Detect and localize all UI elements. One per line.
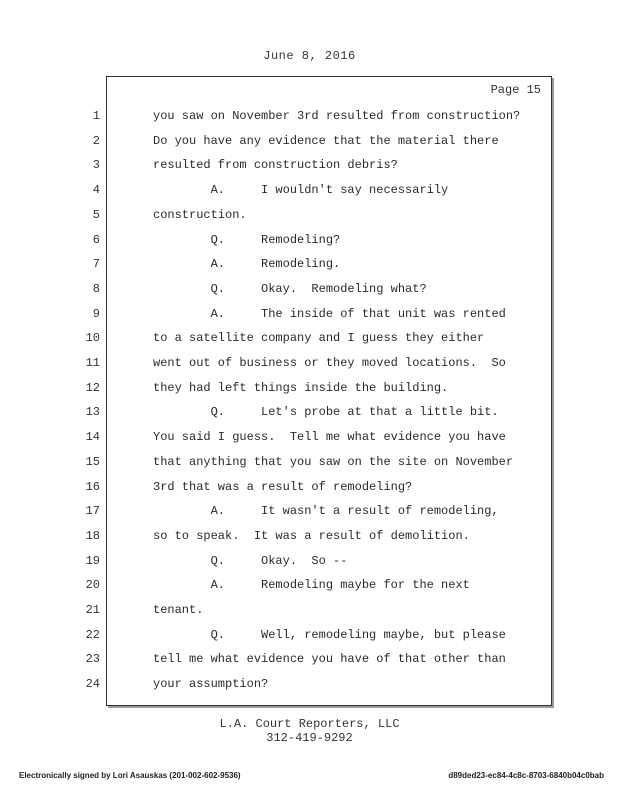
document-hash: d89ded23-ec84-4c8c-8703-6840b04c0bab — [448, 771, 604, 780]
line-text: Q. Okay. So -- — [153, 553, 348, 568]
line-number: 10 — [85, 331, 100, 346]
line-text: You said I guess. Tell me what evidence you have — [153, 430, 506, 445]
line-text: resulted from construction debris? — [153, 158, 398, 173]
line-number: 18 — [85, 528, 100, 543]
footer-phone: 312-419-9292 — [266, 731, 353, 745]
line-text: to a satellite company and I guess they either — [153, 331, 485, 346]
line-text: Q. Well, remodeling maybe, but please — [153, 627, 506, 642]
line-text: A. Remodeling maybe for the next — [153, 578, 470, 593]
line-text: A. The inside of that unit was rented — [153, 306, 506, 321]
line-text: tell me what evidence you have of that other than — [153, 652, 506, 667]
line-text: Q. Remodeling? — [153, 232, 341, 247]
page-number: Page 15 — [490, 83, 541, 97]
transcript-page-frame — [85, 76, 552, 706]
line-text: you saw on November 3rd resulted from construction? — [153, 109, 521, 123]
line-number: 1 — [92, 109, 100, 123]
line-number: 7 — [92, 257, 100, 272]
line-number: 21 — [85, 603, 100, 617]
line-number: 14 — [85, 430, 100, 445]
line-text: that anything that you saw on the site on November — [153, 454, 514, 469]
line-text: tenant. — [153, 603, 204, 617]
line-number: 17 — [85, 504, 100, 519]
line-number: 16 — [85, 479, 100, 494]
line-text: A. I wouldn't say necessarily — [153, 183, 449, 198]
footer-company: L.A. Court Reporters, LLC — [219, 717, 400, 731]
line-number: 2 — [92, 133, 100, 148]
line-number: 24 — [85, 677, 100, 692]
line-number: 5 — [92, 207, 100, 222]
line-text: so to speak. It was a result of demolition. — [153, 528, 470, 543]
electronic-signature-note: Electronically signed by Lori Asauskas (201-002-602-9536) — [19, 771, 241, 780]
line-number: 9 — [92, 306, 100, 321]
line-text: they had left things inside the building. — [153, 380, 449, 395]
line-number: 6 — [92, 232, 100, 247]
line-text: A. Remodeling. — [153, 257, 341, 272]
line-text: your assumption? — [153, 677, 269, 692]
line-number: 13 — [85, 405, 100, 420]
line-text: construction. — [153, 207, 247, 222]
line-number: 3 — [92, 158, 100, 173]
line-number: 12 — [85, 380, 100, 395]
line-number: 8 — [92, 281, 100, 296]
line-number: 22 — [85, 627, 100, 642]
line-number: 19 — [85, 553, 100, 568]
line-number: 15 — [85, 454, 100, 469]
line-text: went out of business or they moved locations. So — [153, 356, 506, 370]
line-text: A. It wasn't a result of remodeling, — [153, 504, 499, 519]
line-text: Q. Okay. Remodeling what? — [153, 281, 427, 296]
line-text: Do you have any evidence that the material there — [153, 133, 499, 148]
line-number: 20 — [85, 578, 100, 593]
header-date: June 8, 2016 — [263, 49, 356, 63]
line-number: 11 — [85, 356, 100, 370]
line-text: 3rd that was a result of remodeling? — [153, 479, 413, 494]
line-number: 23 — [85, 652, 100, 667]
line-text: Q. Let's probe at that a little bit. — [153, 405, 499, 420]
line-number: 4 — [92, 183, 100, 198]
